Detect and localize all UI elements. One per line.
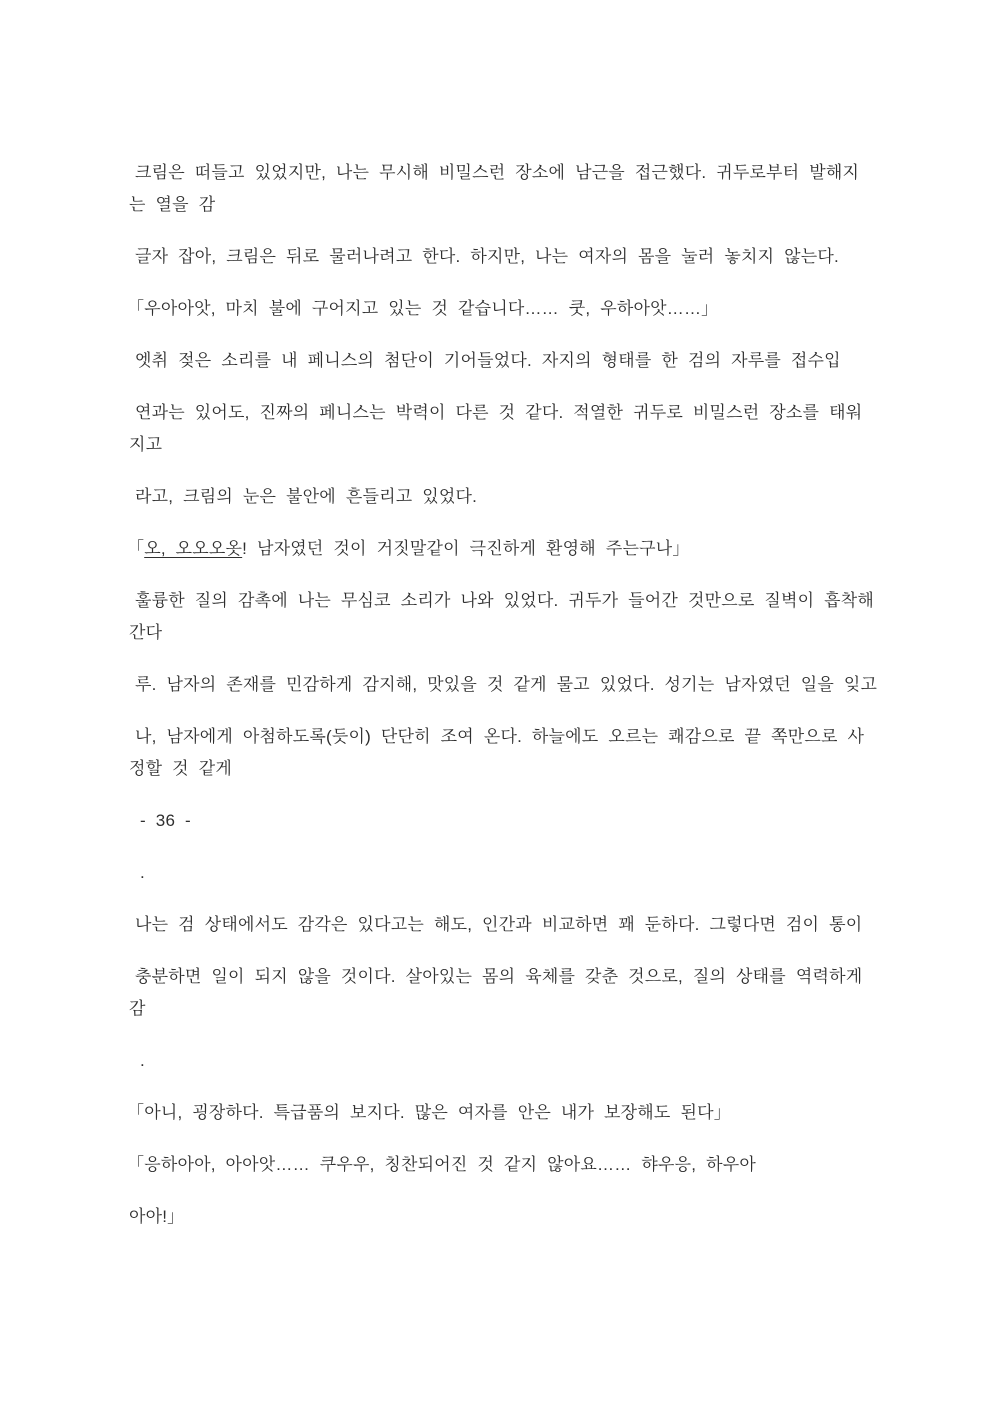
paragraph [129, 345, 880, 377]
text-line: 나는 검 상태에서도 감각은 있다고는 해도, 인간과 비교하면 꽤 둔하다. 그렇다면 검이 통이 [135, 915, 863, 934]
text-line: 정할 것 같게 [129, 759, 232, 778]
text-line: 는 열을 감 [129, 195, 216, 214]
text-line: 감 [129, 999, 146, 1018]
text-line: 충분하면 일이 되지 않을 것이다. 살아있는 몸의 육체를 갖춘 것으로, 질의 상태를 역력하게 [135, 967, 863, 986]
text-line: 간다 [129, 623, 163, 642]
text-line: 라고, 크림의 눈은 불안에 흔들리고 있었다. [135, 487, 478, 506]
paragraph [129, 481, 880, 513]
text-line: 「아니, 굉장하다. 특급품의 보지다. 많은 여자를 안은 내가 보장해도 된다」 [127, 1103, 731, 1122]
quote-paragraph [129, 1149, 880, 1181]
paragraph [129, 241, 880, 273]
paragraph [129, 721, 880, 785]
text-line: 나, 남자에게 아첨하도록(듯이) 단단히 조여 온다. 하늘에도 오르는 쾌감으로 끝 쪽만으로 사 [135, 727, 865, 746]
text-line: 루. 남자의 존재를 민감하게 감지해, 맛있을 것 같게 물고 있었다. 성기는 남자였던 일을 잊고 [135, 675, 878, 694]
paragraph [129, 909, 880, 941]
paragraph [129, 585, 880, 649]
quote-paragraph [129, 293, 880, 325]
page-number-text: - 36 - [140, 811, 191, 830]
text-line: 훌륭한 질의 감촉에 나는 무심코 소리가 나와 있었다. 귀두가 들어간 것만으로 질벽이 흡착해 [135, 591, 875, 610]
text-line: 크림은 떠들고 있었지만, 나는 무시해 비밀스런 장소에 남근을 접근했다. 귀두로부터 발해지 [135, 163, 860, 182]
text-line: 글자 잡아, 크림은 뒤로 물러나려고 한다. 하지만, 나는 여자의 몸을 눌러 놓치지 않는다. [135, 247, 839, 266]
paragraph [129, 397, 880, 461]
text-line: . [140, 863, 145, 882]
text-line: 연과는 있어도, 진짜의 페니스는 박력이 다른 것 같다. 적열한 귀두로 비밀스런 장소를 태워 [135, 403, 863, 422]
text-line [129, 533, 880, 565]
lone-period-line [129, 1045, 880, 1077]
text-line: 「우아아앗, 마치 불에 구어지고 있는 것 같습니다…… 쿳, 우하아앗……」 [127, 299, 719, 318]
text-line: 지고 [129, 435, 163, 454]
text-line: 「응하아아, 아아앗…… 쿠우우, 칭찬되어진 것 같지 않아요…… 햐우응, 하우아 [127, 1155, 756, 1174]
quote-open-bracket: 「 [127, 539, 145, 558]
paragraph-continuation [129, 1201, 880, 1233]
quote-paragraph [129, 1097, 880, 1129]
quote-rest-text: ! 남자였던 것이 거짓말같이 극진하게 환영해 주는구나」 [242, 539, 690, 558]
lone-period-line [129, 857, 880, 889]
underlined-text: 오, 오오오옷 [144, 539, 243, 558]
paragraph [129, 961, 880, 1025]
page-number [129, 805, 880, 837]
text-line: 아아!」 [129, 1207, 185, 1226]
text-line: 엣취 젖은 소리를 내 페니스의 첨단이 기어들었다. 자지의 형태를 한 검의 자루를 접수입 [135, 351, 841, 370]
quote-paragraph-underlined [129, 533, 880, 565]
paragraph [129, 157, 880, 221]
text-line: . [140, 1051, 145, 1070]
paragraph [129, 669, 880, 701]
